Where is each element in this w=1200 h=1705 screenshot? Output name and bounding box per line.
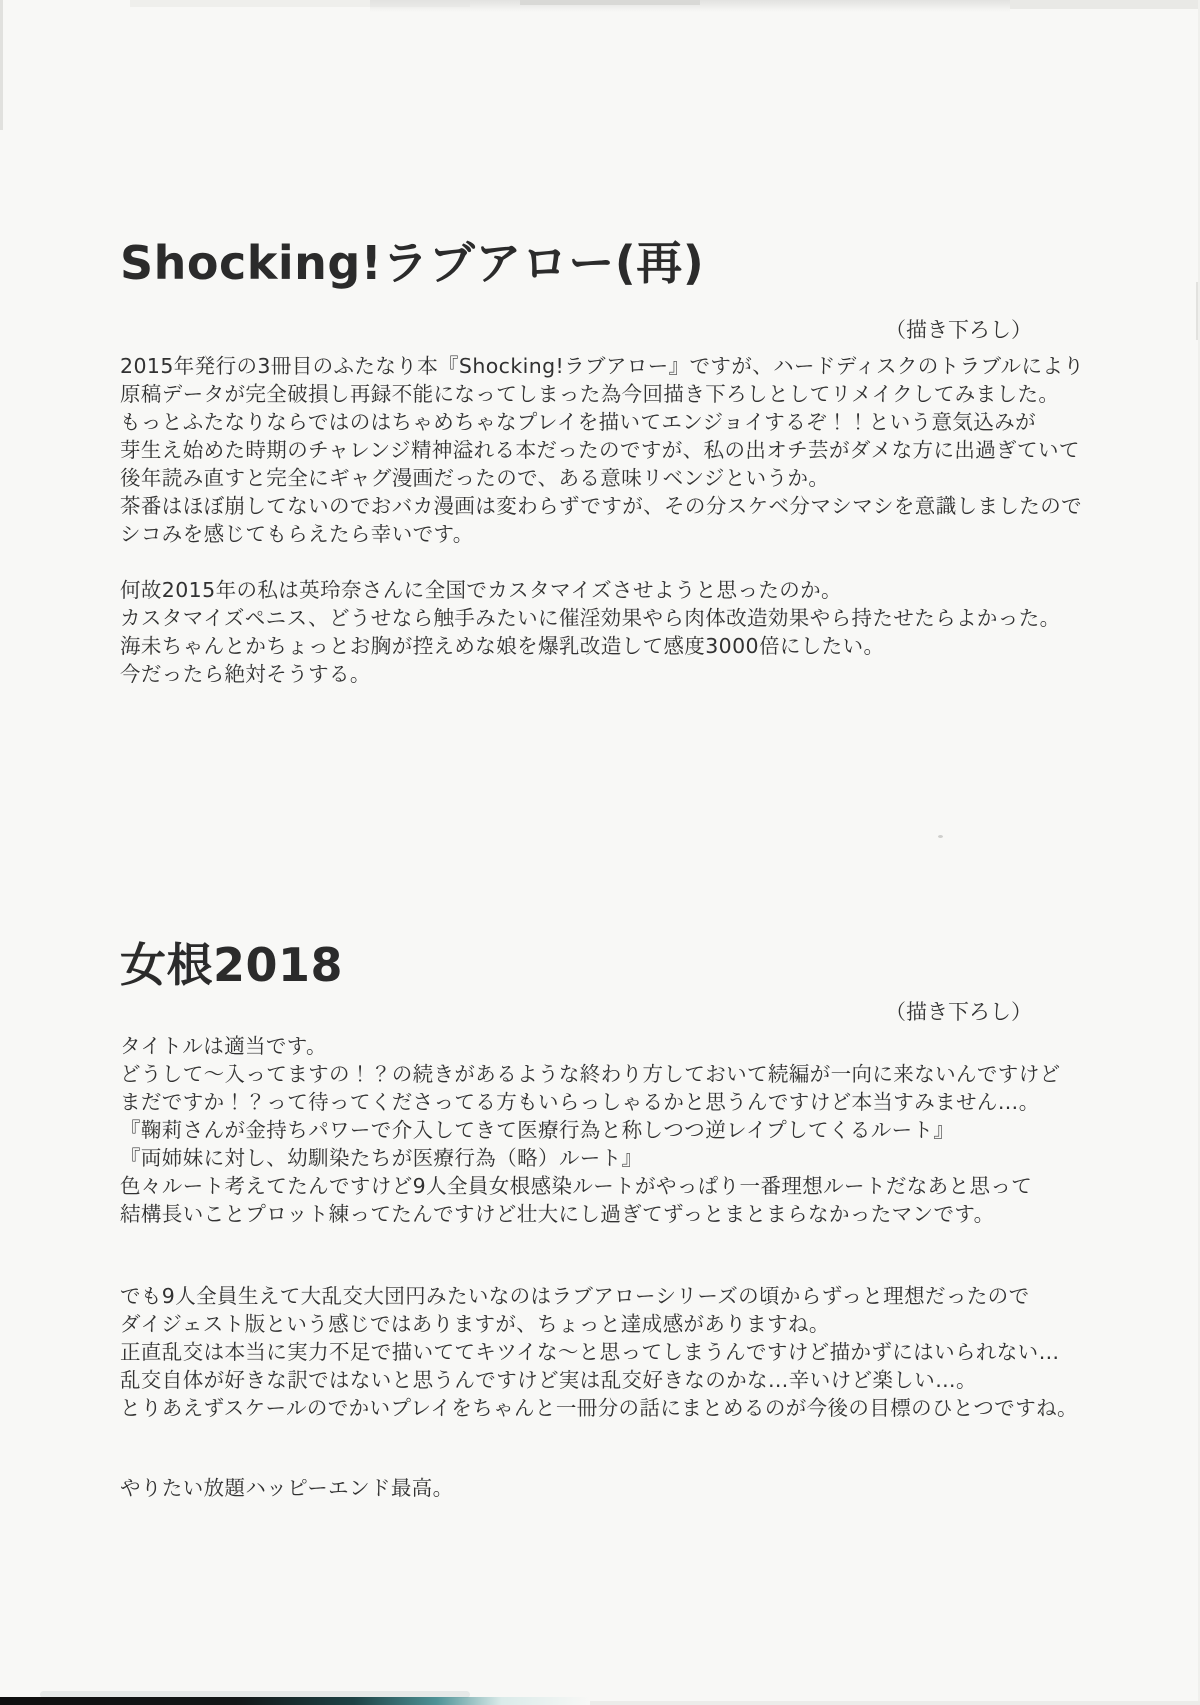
section-body	[120, 1032, 1078, 1502]
section-title: 女根2018	[120, 938, 344, 992]
scan-edge-left	[0, 0, 3, 130]
section-note: （描き下ろし）	[885, 318, 1032, 342]
scan-band-bottom-right	[590, 1701, 1200, 1705]
text-line: 海未ちゃんとかちょっとお胸が控えめな娘を爆乳改造して感度3000倍にしたい。	[120, 634, 885, 658]
paragraph	[120, 1282, 1078, 1422]
text-line: カスタマイズペニス、どうせなら触手みたいに催淫効果やら肉体改造効果やら持たせたらよかった。	[120, 606, 1061, 630]
text-line: ダイジェスト版という感じではありますが、ちょっと達成感がありますね。	[120, 1312, 830, 1336]
section-body	[120, 352, 1085, 688]
text-line: 茶番はほぼ崩してないのでおバカ漫画は変わらずですが、その分スケベ分マシマシを意識しましたので	[120, 494, 1083, 518]
text-line: 乱交自体が好きな訳ではないと思うんですけど実は乱交好きなのかな…辛いけど楽しい…。	[120, 1368, 977, 1392]
text-line: どうして〜入ってますの！？の続きがあるような終わり方しておいて続編が一向に来ないんですけど	[120, 1062, 1061, 1086]
text-line: 正直乱交は本当に実力不足で描いててキツイな〜と思ってしまうんですけど描かずにはいられない…	[120, 1340, 1060, 1364]
text-line: 2015年発行の3冊目のふたなり本『Shocking!ラブアロー』ですが、ハードディスクのトラブルにより	[120, 354, 1085, 378]
scan-smudge-top-1	[130, 0, 470, 7]
scan-edge-right-dash	[1196, 282, 1198, 340]
text-line: 何故2015年の私は英玲奈さんに全国でカスタマイズさせようと思ったのか。	[120, 578, 842, 602]
text-line: 色々ルート考えてたんですけど9人全員女根感染ルートがやっぱり一番理想ルートだなあと思って	[120, 1174, 1033, 1198]
paragraph	[120, 1032, 1061, 1228]
paragraph	[120, 352, 1085, 548]
text-line: タイトルは適当です。	[120, 1034, 327, 1058]
text-line: 結構長いことプロット練ってたんですけど壮大にし過ぎてずっとまとまらなかったマンです。	[120, 1202, 995, 1226]
scan-speck	[938, 835, 943, 838]
text-line: まだですか！？って待ってくださってる方もいらっしゃるかと思うんですけど本当すみません…。	[120, 1090, 1040, 1114]
text-line: 『鞠莉さんが金持ちパワーで介入してきて医療行為と称しつつ逆レイプしてくるルート』	[120, 1118, 955, 1142]
text-line: 今だったら絶対そうする。	[120, 662, 371, 686]
text-line: でも9人全員生えて大乱交大団円みたいなのはラブアローシリーズの頃からずっと理想だったので	[120, 1284, 1030, 1308]
paragraph	[120, 576, 1061, 688]
scan-smudge-top-4	[1010, 0, 1200, 9]
text-line: とりあえずスケールのでかいプレイをちゃんと一冊分の話にまとめるのが今後の目標のひとつですね。	[120, 1396, 1078, 1420]
text-line: 『両姉妹に対し、幼馴染たちが医療行為（略）ルート』	[120, 1146, 643, 1170]
text-line: やりたい放題ハッピーエンド最高。	[120, 1476, 454, 1500]
text-line: 原稿データが完全破損し再録不能になってしまった為今回描き下ろしとしてリメイクしてみました。	[120, 382, 1060, 406]
scan-smudge-top-3	[520, 0, 700, 5]
scan-smudge-bottom	[40, 1691, 470, 1698]
scan-smudge-top-2	[370, 0, 1010, 12]
text-line: 後年読み直すと完全にギャグ漫画だったので、ある意味リベンジというか。	[120, 466, 830, 490]
afterword-section	[120, 938, 1078, 1502]
paragraph	[120, 1474, 1050, 1502]
section-title: Shocking!ラブアロー(再)	[120, 236, 705, 290]
scan-streak-bottom	[0, 1697, 590, 1705]
text-line: もっとふたなりならではのはちゃめちゃなプレイを描いてエンジョイするぞ！！という意気込みが	[120, 410, 1037, 434]
text-line: シコみを感じてもらえたら幸いです。	[120, 522, 474, 546]
afterword-section	[120, 236, 1085, 688]
section-note: （描き下ろし）	[885, 1000, 1032, 1024]
text-line: 芽生え始めた時期のチャレンジ精神溢れる本だったのですが、私の出オチ芸がダメな方に出過ぎていて	[120, 438, 1080, 462]
